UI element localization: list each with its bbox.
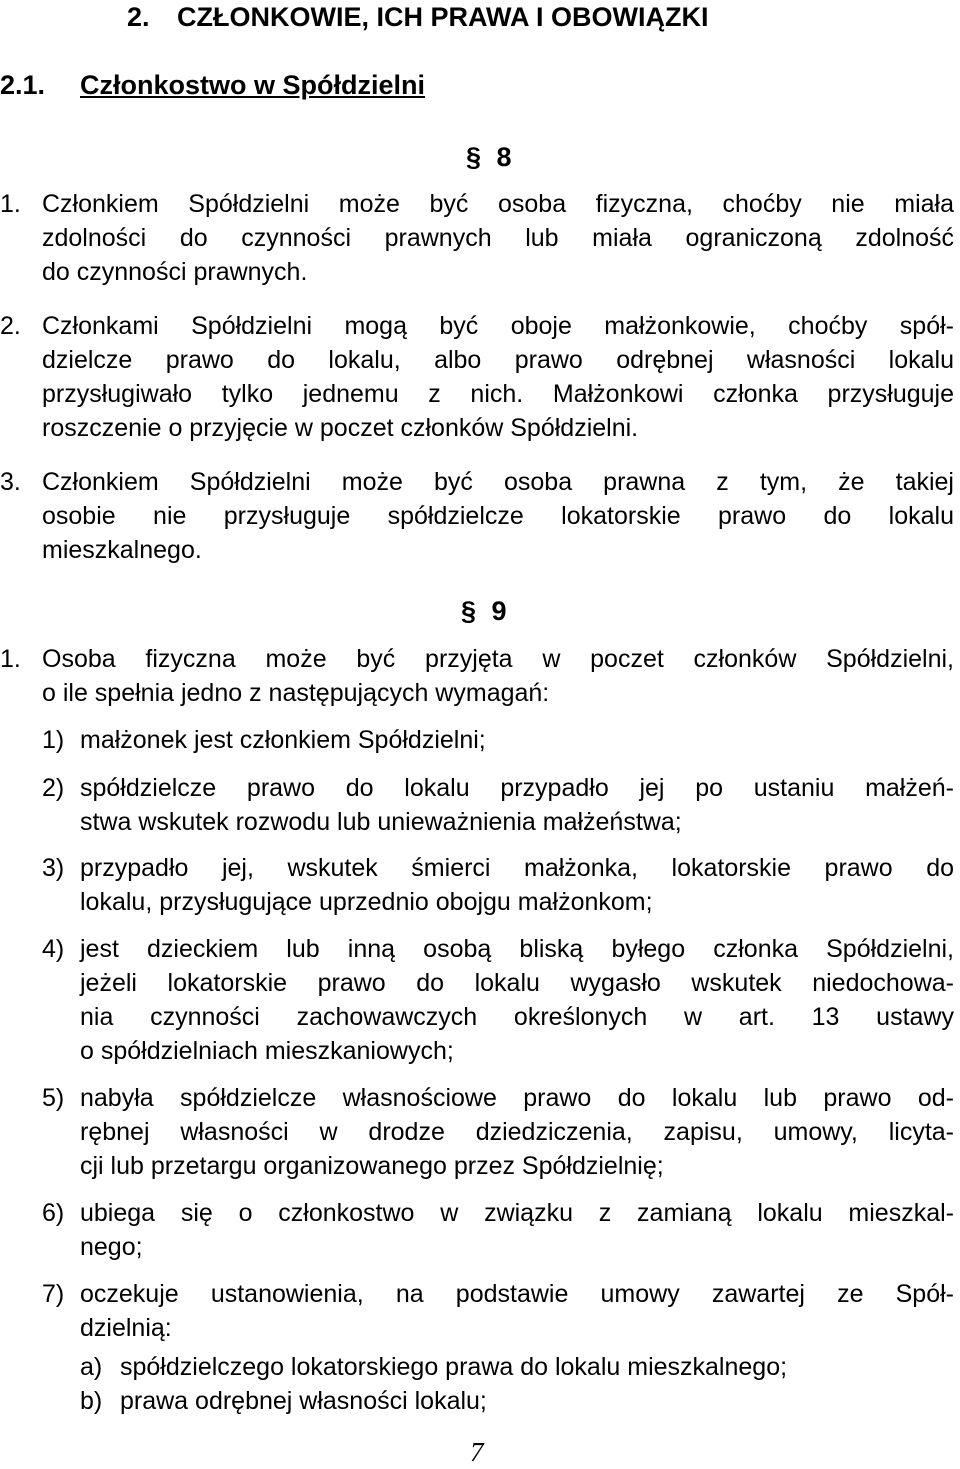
list-item-line: spółdzielcze prawo do lokalu przypadło jej po ustaniu małżeń- — [80, 774, 954, 802]
section-sign: § — [466, 142, 482, 172]
paragraph-number: 9 — [491, 596, 507, 626]
list-item-line: jeżeli lokatorskie prawo do lokalu wygasło wskutek niedochowa- — [80, 969, 954, 997]
subitem-text: prawa odrębnej własności lokalu; — [120, 1387, 487, 1415]
chapter-title: CZŁONKOWIE, ICH PRAWA I OBOWIĄZKI — [177, 2, 709, 32]
list-item-num: 3) — [42, 854, 65, 882]
page-number: 7 — [470, 1437, 484, 1467]
list-item-line: ubiega się o członkostwo w związku z zamianą lokalu mieszkal- — [80, 1199, 954, 1227]
paragraph-num: 3. — [0, 468, 21, 496]
text-line: do czynności prawnych. — [42, 258, 308, 286]
text-line: zdolności do czynności prawnych lub miała ograniczoną zdolność — [42, 224, 954, 252]
text-line: Członkiem Spółdzielni może być osoba prawna z tym, że takiej — [42, 468, 954, 496]
list-item-num: 4) — [42, 935, 65, 963]
list-item-line: rębnej własności w drodze dziedziczenia, zapisu, umowy, licyta- — [80, 1118, 954, 1146]
paragraph-num: 1. — [0, 190, 21, 218]
section-sign: § — [461, 596, 477, 626]
list-item-line: nego; — [80, 1233, 143, 1261]
text-line: Członkiem Spółdzielni może być osoba fizyczna, choćby nie miała — [42, 190, 954, 218]
text-line: dzielcze prawo do lokalu, albo prawo odrębnej własności lokalu — [42, 346, 954, 374]
list-item-line: oczekuje ustanowienia, na podstawie umowy zawartej ze Spół- — [80, 1280, 954, 1308]
subitem-num: a) — [80, 1353, 103, 1381]
list-item-line: przypadło jej, wskutek śmierci małżonka, lokatorskie prawo do — [80, 854, 954, 882]
text-line: roszczenie o przyjęcie w poczet członków Spółdzielni. — [42, 414, 639, 442]
section-number: 2.1. — [0, 70, 46, 100]
list-item-line: stwa wskutek rozwodu lub unieważnienia małżeństwa; — [80, 808, 682, 836]
list-item-line: nabyła spółdzielcze własnościowe prawo do lokalu lub prawo od- — [80, 1084, 954, 1112]
list-item-num: 7) — [42, 1280, 65, 1308]
list-item-line: lokalu, przysługujące uprzednio obojgu małżonkom; — [80, 888, 653, 916]
paragraph-num: 2. — [0, 312, 21, 340]
subitem-num: b) — [80, 1387, 103, 1415]
text-line: przysługiwało tylko jednemu z nich. Małżonkowi członka przysługuje — [42, 380, 954, 408]
paragraph-num: 1. — [0, 645, 21, 673]
paragraph-number: 8 — [496, 142, 512, 172]
list-item-line: jest dzieckiem lub inną osobą bliską byłego członka Spółdzielni, — [80, 935, 954, 963]
list-item-num: 1) — [42, 726, 65, 754]
list-item-num: 5) — [42, 1084, 65, 1112]
text-line: Osoba fizyczna może być przyjęta w poczet członków Spółdzielni, — [42, 645, 954, 673]
paragraph-9-heading — [461, 594, 507, 628]
list-item-line: nia czynności zachowawczych określonych w art. 13 ustawy — [80, 1003, 954, 1031]
subitem-text: spółdzielczego lokatorskiego prawa do lokalu mieszkalnego; — [120, 1353, 788, 1381]
text-line: o ile spełnia jedno z następujących wymagań: — [42, 679, 550, 707]
chapter-number: 2. — [127, 2, 150, 32]
text-line: mieszkalnego. — [42, 536, 202, 564]
section-title: Członkostwo w Spółdzielni — [80, 70, 426, 100]
list-item-line: małżonek jest członkiem Spółdzielni; — [80, 726, 486, 754]
list-item-num: 2) — [42, 774, 65, 802]
text-line: Członkami Spółdzielni mogą być oboje małżonkowie, choćby spół- — [42, 312, 954, 340]
list-item-line: cji lub przetargu organizowanego przez Spółdzielnię; — [80, 1152, 664, 1180]
paragraph-8-heading — [466, 140, 512, 174]
text-line: osobie nie przysługuje spółdzielcze lokatorskie prawo do lokalu — [42, 502, 954, 530]
list-item-num: 6) — [42, 1199, 65, 1227]
list-item-line: dzielnią: — [80, 1314, 172, 1342]
list-item-line: o spółdzielniach mieszkaniowych; — [80, 1037, 454, 1065]
